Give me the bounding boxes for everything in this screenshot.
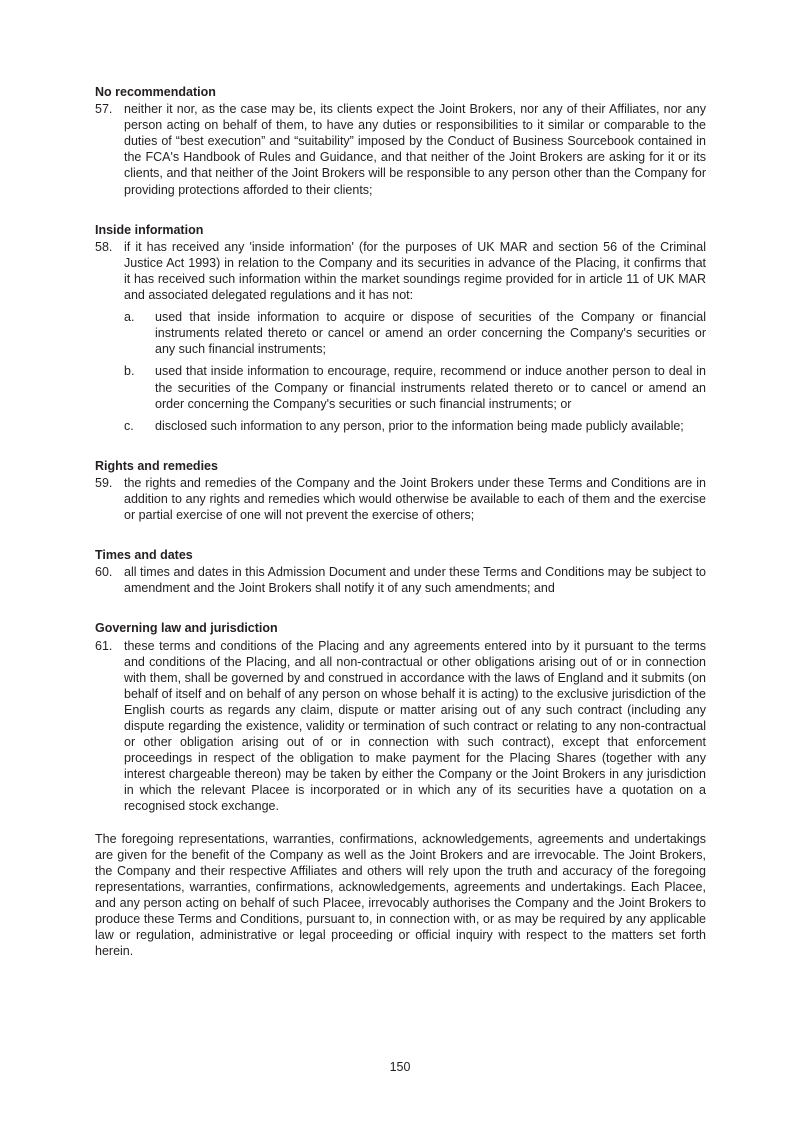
section-heading: Inside information (95, 222, 204, 237)
section-governing-law (95, 620, 706, 814)
section-no-recommendation (95, 84, 706, 198)
clause-number: 61. (95, 638, 113, 653)
subclause-list (95, 309, 706, 434)
document-body (95, 84, 706, 959)
subclause-letter: b. (124, 364, 135, 379)
clause-number: 59. (95, 475, 113, 490)
subclause-a (95, 309, 706, 357)
section-heading: No recommendation (95, 85, 216, 99)
subclause-c (95, 418, 706, 434)
clause-58 (95, 239, 706, 303)
section-rights-and-remedies (95, 458, 706, 523)
section-heading: Times and dates (95, 548, 193, 563)
page-number: 150 (389, 1060, 411, 1074)
clause-59 (95, 475, 706, 523)
subclause-letter: c. (124, 418, 134, 433)
subclause-b (95, 363, 706, 411)
section-inside-information (95, 222, 706, 434)
subclause-text: disclosed such information to any person, prior to the information being made publicly available; (155, 418, 684, 433)
clause-text: these terms and conditions of the Placing and any agreements entered into by it pursuant to the terms and conditions of the Placing, and all non-contractual or other obligations arising out of or in connection with them, shall be governed by and construed in accordance with the laws of England and it submits (on behalf of itself and on behalf of any person on whose behalf it is acting) to the exclusive jurisdiction of the English courts as regards any claim, dispute or matter arising out of any such contract (including any dispute regarding the existence, validity or termination of such contract or relating to any non-contractual or other obligation arising out of or in connection with such contract), except that enforcement proceedings in respect of the obligation to make payment for the Placing Shares (together with any interest chargeable thereon) may be taken by either the Company or the Joint Brokers in any jurisdiction in which the relevant Placee is incorporated or in which any of its securities have a quotation on a recognised stock exchange. (124, 638, 706, 814)
section-heading: Rights and remedies (95, 458, 218, 473)
subclause-text: used that inside information to encourage, require, recommend or induce another person to deal in the securities of the Company or financial instruments related thereto or to cancel or amend an order concerning the Company's securities or such financial instruments; or (155, 364, 706, 411)
section-times-and-dates (95, 547, 706, 596)
clause-number: 57. (95, 102, 113, 117)
clause-text: neither it nor, as the case may be, its clients expect the Joint Brokers, nor any of their Affiliates, nor any person acting on behalf of them, to have any duties or responsibilities to it similar or comparable to the duties of “best execution” and “suitability” imposed by the Conduct of Business Sourcebook contained in the FCA's Handbook of Rules and Guidance, and that neither of the Joint Brokers are asking for it or its clients, and that neither of the Joint Brokers will be responsible to any person other than the Company for providing protections afforded to their clients; (124, 102, 706, 197)
clause-60 (95, 564, 706, 596)
clause-57 (95, 101, 706, 198)
clause-text: if it has received any 'inside information' (for the purposes of UK MAR and section 56 of the Criminal Justice Act 1993) in relation to the Company and its securities in advance of the Placing, it confirms that it has received such information within the market soundings regime provided for in article 11 of UK MAR and associated delegated regulations and it has not: (124, 239, 706, 303)
clause-61 (95, 638, 706, 815)
subclause-letter: a. (124, 310, 135, 325)
closing-paragraph: The foregoing representations, warranties, confirmations, acknowledgements, agreements and undertakings are given for the benefit of the Company as well as the Joint Brokers and are irrevocable. The Joint Brokers, the Company and their respective Affiliates and others will rely upon the truth and accuracy of the foregoing representations, warranties, confirmations, acknowledgements, agreements and undertakings. Each Placee, and any person acting on behalf of such Placee, irrevocably authorises the Company and the Joint Brokers to produce these Terms and Conditions, pursuant to, in connection with, or as may be required by any applicable law or regulation, administrative or legal proceeding or official inquiry with respect to the matters set forth herein. (95, 831, 706, 959)
section-heading: Governing law and jurisdiction (95, 621, 278, 636)
clause-number: 60. (95, 565, 113, 580)
clause-text: all times and dates in this Admission Document and under these Terms and Conditions may be subject to amendment and the Joint Brokers shall notify it of any such amendments; and (124, 565, 706, 596)
subclause-text: used that inside information to acquire or dispose of securities of the Company or financial instruments related thereto or cancel or amend an order concerning the Company's securities or any such financial instruments; (155, 310, 706, 357)
clause-number: 58. (95, 239, 113, 254)
clause-text: the rights and remedies of the Company and the Joint Brokers under these Terms and Conditions are in addition to any rights and remedies which would otherwise be available to each of them and the exercise or partial exercise of one will not prevent the exercise of others; (124, 475, 706, 523)
